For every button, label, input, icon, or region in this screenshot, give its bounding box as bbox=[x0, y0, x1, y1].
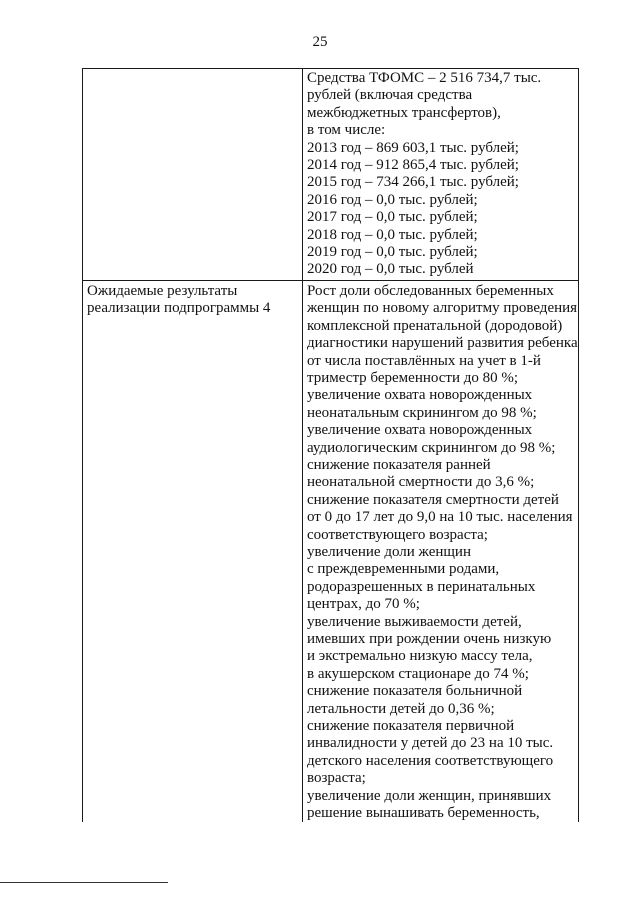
text-line: 2015 год – 734 266,1 тыс. рублей; bbox=[307, 174, 519, 191]
funding-content-cell bbox=[303, 69, 579, 281]
text-line: и экстремально низкую массу тела, bbox=[307, 648, 533, 665]
text-line: женщин по новому алгоритму проведения bbox=[307, 300, 578, 317]
text-line: триместр беременности до 80 %; bbox=[307, 369, 519, 386]
text-line: Рост доли обследованных беременных bbox=[307, 282, 554, 299]
text-line: диагностики нарушений развития ребенка bbox=[307, 335, 578, 352]
text-line: соответствующего возраста; bbox=[307, 526, 488, 543]
text-line: комплексной пренатальной (дородовой) bbox=[307, 317, 563, 334]
text-line: 2019 год – 0,0 тыс. рублей; bbox=[307, 244, 478, 261]
text-line: родоразрешенных в перинатальных bbox=[307, 578, 536, 595]
text-line: 2017 год – 0,0 тыс. рублей; bbox=[307, 209, 478, 226]
text-line: 2016 год – 0,0 тыс. рублей; bbox=[307, 191, 478, 208]
subprogram-passport-table bbox=[82, 68, 579, 822]
text-line: снижение показателя ранней bbox=[307, 456, 491, 473]
text-line: аудиологическим скринингом до 98 %; bbox=[307, 439, 556, 456]
expected-results-label-cell bbox=[83, 280, 303, 822]
text-line: центрах, до 70 %; bbox=[307, 596, 420, 613]
text-line: Средства ТФОМС – 2 516 734,7 тыс. bbox=[307, 70, 542, 86]
text-line: детского населения соответствующего bbox=[307, 752, 554, 769]
text-line: летальности детей до 0,36 %; bbox=[307, 700, 495, 717]
text-line: инвалидности у детей до 23 на 10 тыс. bbox=[307, 735, 554, 752]
text-line: 2018 год – 0,0 тыс. рублей; bbox=[307, 226, 478, 243]
text-line: неонатальной смертности до 3,6 %; bbox=[307, 474, 535, 491]
text-line: Ожидаемые результаты bbox=[87, 282, 238, 299]
text-line: снижение показателя первичной bbox=[307, 718, 515, 735]
text-line: от 0 до 17 лет до 9,0 на 10 тыс. населения bbox=[307, 509, 573, 526]
text-line: увеличение охвата новорожденных bbox=[307, 387, 533, 404]
funding-row bbox=[83, 69, 579, 281]
text-line: с преждевременными родами, bbox=[307, 561, 500, 578]
text-line: имевших при рождении очень низкую bbox=[307, 631, 552, 647]
footnote-rule bbox=[0, 882, 168, 883]
text-line: рублей (включая средства bbox=[307, 87, 473, 104]
expected-results-content-cell bbox=[303, 280, 579, 822]
text-line: снижение показателя больничной bbox=[307, 683, 523, 700]
text-line: решение вынашивать беременность, bbox=[307, 805, 540, 822]
text-line: возраста; bbox=[307, 770, 366, 787]
page-number: 25 bbox=[312, 34, 328, 50]
text-line: увеличение доли женщин bbox=[307, 543, 471, 560]
text-line: снижение показателя смертности детей bbox=[307, 491, 559, 508]
expected-results-row bbox=[83, 280, 579, 822]
text-line: от числа поставлённых на учет в 1-й bbox=[307, 352, 541, 369]
funding-label-cell bbox=[83, 69, 303, 281]
text-line: 2013 год – 869 603,1 тыс. рублей; bbox=[307, 139, 519, 156]
text-line: неонатальным скринингом до 98 %; bbox=[307, 404, 537, 421]
text-line: в акушерском стационаре до 74 %; bbox=[307, 665, 529, 682]
text-line: увеличение выживаемости детей, bbox=[307, 613, 522, 630]
text-line: увеличение доли женщин, принявших bbox=[307, 787, 552, 804]
text-line: 2014 год – 912 865,4 тыс. рублей; bbox=[307, 157, 519, 174]
text-line: в том числе: bbox=[307, 122, 386, 139]
text-line: реализации подпрограммы 4 bbox=[87, 300, 271, 317]
text-line: 2020 год – 0,0 тыс. рублей bbox=[307, 261, 474, 278]
text-line: увеличение охвата новорожденных bbox=[307, 422, 533, 439]
text-line: межбюджетных трансфертов), bbox=[307, 104, 501, 121]
